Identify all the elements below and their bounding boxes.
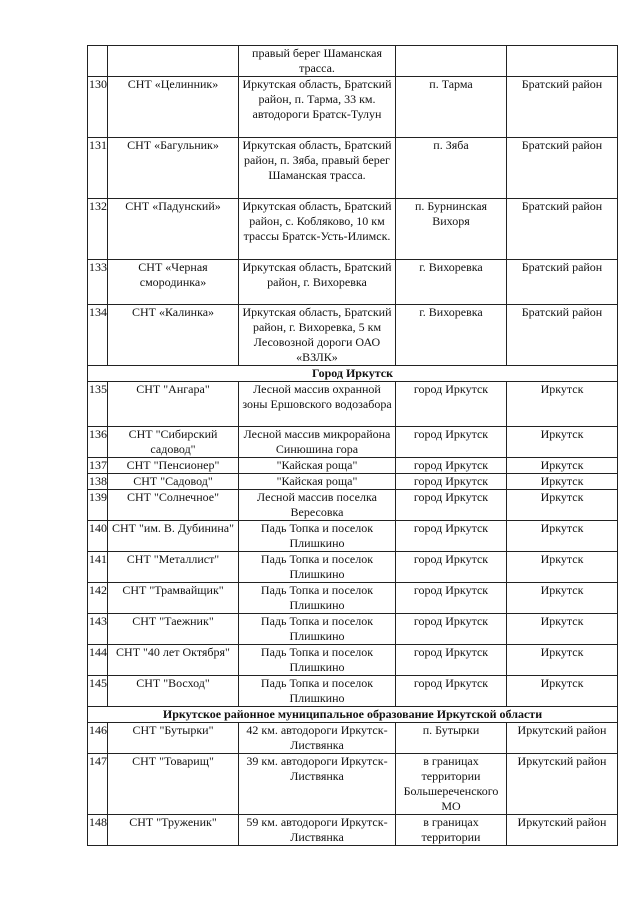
- table-row: [88, 260, 618, 305]
- snt-location: "Кайская роща": [239, 474, 396, 490]
- snt-settlement: в границах территории Большереченского МО: [396, 754, 507, 815]
- snt-location: Лесной массив охранной зоны Ершовского водозабора: [239, 382, 396, 427]
- table-row: [88, 305, 618, 366]
- table-row: [88, 754, 618, 815]
- snt-district: Иркутск: [507, 645, 618, 676]
- row-number: 132: [88, 199, 108, 260]
- snt-location: Иркутская область, Братский район, п. Зяба, правый берег Шаманская трасса.: [239, 138, 396, 199]
- snt-location: правый берег Шаманская трасса.: [239, 46, 396, 77]
- snt-location: 42 км. автодороги Иркутск-Листвянка: [239, 723, 396, 754]
- snt-district: Братский район: [507, 199, 618, 260]
- snt-location: "Кайская роща": [239, 458, 396, 474]
- snt-settlement: город Иркутск: [396, 676, 507, 707]
- table-row: [88, 614, 618, 645]
- table-row: [88, 676, 618, 707]
- snt-name: СНТ "Ангара": [108, 382, 239, 427]
- snt-location: Падь Топка и поселок Плишкино: [239, 645, 396, 676]
- snt-district: Иркутск: [507, 427, 618, 458]
- snt-settlement: город Иркутск: [396, 474, 507, 490]
- snt-location: Падь Топка и поселок Плишкино: [239, 614, 396, 645]
- snt-location: Иркутская область, Братский район, с. Кобляково, 10 км трассы Братск-Усть-Илимск.: [239, 199, 396, 260]
- row-number: 137: [89, 458, 107, 472]
- snt-name: СНТ "Таежник": [108, 614, 239, 645]
- row-number: 130: [88, 77, 108, 138]
- snt-name: СНТ "им. В. Дубинина": [108, 521, 239, 552]
- row-number: 143: [88, 614, 108, 645]
- table-row: [88, 490, 618, 521]
- table-row: [88, 427, 618, 458]
- table-row: [88, 723, 618, 754]
- snt-settlement: город Иркутск: [396, 427, 507, 458]
- snt-name: СНТ «Багульник»: [108, 138, 239, 199]
- snt-name: СНТ "Товарищ": [108, 754, 239, 815]
- snt-settlement: город Иркутск: [396, 490, 507, 521]
- snt-settlement: п. Зяба: [396, 138, 507, 199]
- row-number: 139: [88, 490, 108, 521]
- snt-location: Иркутская область, Братский район, п. Тарма, 33 км. автодороги Братск-Тулун: [239, 77, 396, 138]
- table-row: [88, 138, 618, 199]
- document-page: [87, 45, 617, 846]
- row-number: 131: [88, 138, 108, 199]
- snt-district: Иркутск: [507, 676, 618, 707]
- row-number: 142: [88, 583, 108, 614]
- snt-district: Иркутск: [507, 552, 618, 583]
- snt-name: СНТ "Труженик": [108, 815, 239, 846]
- snt-settlement: г. Вихоревка: [396, 260, 507, 305]
- snt-district: Иркутск: [507, 583, 618, 614]
- snt-name: СНТ "Пенсионер": [108, 458, 239, 474]
- table-row: [88, 382, 618, 427]
- table-row: [88, 583, 618, 614]
- table-row: [88, 458, 618, 474]
- snt-name: СНТ «Калинка»: [108, 305, 239, 366]
- snt-district: Иркутск: [507, 490, 618, 521]
- snt-district: Иркутский район: [507, 754, 618, 815]
- snt-settlement: г. Вихоревка: [396, 305, 507, 366]
- snt-district: [507, 46, 618, 77]
- snt-registry-table: [87, 45, 618, 846]
- snt-settlement: город Иркутск: [396, 614, 507, 645]
- snt-location: 59 км. автодороги Иркутск-Листвянка: [239, 815, 396, 846]
- table-row: [88, 815, 618, 846]
- snt-district: Братский район: [507, 77, 618, 138]
- snt-name: СНТ "Трамвайщик": [108, 583, 239, 614]
- snt-settlement: п. Бурнинская Вихоря: [396, 199, 507, 260]
- table-row: [88, 552, 618, 583]
- snt-settlement: город Иркутск: [396, 583, 507, 614]
- snt-district: Иркутск: [507, 521, 618, 552]
- snt-location: Иркутская область, Братский район, г. Вихоревка: [239, 260, 396, 305]
- snt-location: Лесной массив поселка Вересовка: [239, 490, 396, 521]
- snt-settlement: город Иркутск: [396, 458, 507, 474]
- row-number: 133: [88, 260, 108, 305]
- snt-name: СНТ "Бутырки": [108, 723, 239, 754]
- snt-name: СНТ "Металлист": [108, 552, 239, 583]
- table-row: [88, 46, 618, 77]
- snt-district: Иркутск: [507, 458, 618, 474]
- snt-location: Падь Топка и поселок Плишкино: [239, 676, 396, 707]
- snt-location: Падь Топка и поселок Плишкино: [239, 583, 396, 614]
- section-header-row: [88, 707, 618, 723]
- snt-name: СНТ "Садовод": [108, 474, 239, 490]
- row-number: 145: [88, 676, 108, 707]
- table-row: [88, 645, 618, 676]
- table-row: [88, 474, 618, 490]
- row-number: 138: [89, 474, 107, 488]
- section-title: Иркутское районное муниципальное образование Иркутской области: [88, 707, 618, 723]
- row-number: 140: [88, 521, 108, 552]
- snt-location: 39 км. автодороги Иркутск-Листвянка: [239, 754, 396, 815]
- snt-district: Иркутск: [507, 474, 618, 490]
- row-number: 147: [88, 754, 108, 815]
- snt-settlement: город Иркутск: [396, 552, 507, 583]
- section-header-row: [88, 366, 618, 382]
- snt-settlement: [396, 46, 507, 77]
- snt-settlement: п. Тарма: [396, 77, 507, 138]
- snt-name: СНТ «Целинник»: [108, 77, 239, 138]
- row-number: 136: [88, 427, 108, 458]
- snt-settlement: в границах территории: [396, 815, 507, 846]
- table-row: [88, 199, 618, 260]
- snt-district: Иркутский район: [507, 815, 618, 846]
- section-title: Город Иркутск: [88, 366, 618, 382]
- snt-district: Иркутск: [507, 614, 618, 645]
- row-number: 134: [88, 305, 108, 366]
- row-number: 148: [88, 815, 108, 846]
- snt-location: Падь Топка и поселок Плишкино: [239, 552, 396, 583]
- row-number: 146: [88, 723, 108, 754]
- snt-location: Иркутская область, Братский район, г. Вихоревка, 5 км Лесовозной дороги ОАО «ВЗЛК»: [239, 305, 396, 366]
- snt-settlement: п. Бутырки: [396, 723, 507, 754]
- snt-settlement: город Иркутск: [396, 382, 507, 427]
- snt-settlement: город Иркутск: [396, 645, 507, 676]
- row-number: 144: [88, 645, 108, 676]
- snt-location: Падь Топка и поселок Плишкино: [239, 521, 396, 552]
- snt-name: СНТ «Падунский»: [108, 199, 239, 260]
- snt-district: Иркутск: [507, 382, 618, 427]
- snt-location: Лесной массив микрорайона Синюшина гора: [239, 427, 396, 458]
- snt-district: Иркутский район: [507, 723, 618, 754]
- snt-name: СНТ "40 лет Октября": [108, 645, 239, 676]
- table-row: [88, 521, 618, 552]
- snt-name: СНТ «Черная смородинка»: [108, 260, 239, 305]
- snt-name: СНТ "Солнечное": [108, 490, 239, 521]
- row-number: 141: [88, 552, 108, 583]
- table-row: [88, 77, 618, 138]
- snt-district: Братский район: [507, 260, 618, 305]
- snt-name: СНТ "Сибирский садовод": [108, 427, 239, 458]
- snt-name: СНТ "Восход": [108, 676, 239, 707]
- snt-district: Братский район: [507, 138, 618, 199]
- snt-settlement: город Иркутск: [396, 521, 507, 552]
- row-number: 135: [88, 382, 108, 427]
- row-number: [88, 46, 108, 77]
- snt-district: Братский район: [507, 305, 618, 366]
- snt-name: [108, 46, 239, 77]
